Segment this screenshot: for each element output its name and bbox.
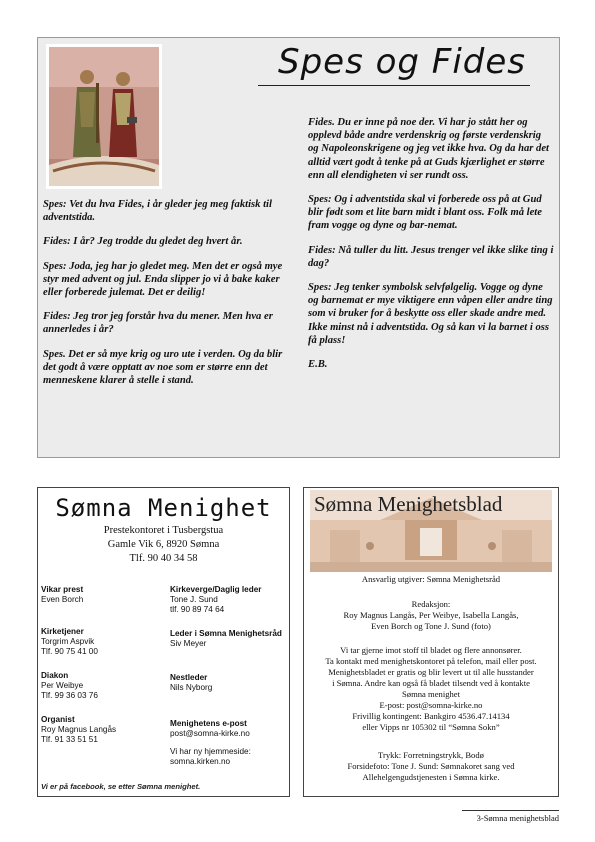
contact-role: Kirkeverge/Daglig leder — [170, 585, 262, 594]
dialog-paragraph: Spes: Jeg tenker symbolsk selvfølgelig. Vogge og dyne og barnemat er mye viktigere enn våpen eller andre ting som vi bruker for å beskytte oss eller skade andre med. Ikke minst nå i adventstida. Og så kan vi la barnet i oss få plass! — [308, 282, 553, 346]
website-link[interactable]: somna.kirken.no — [170, 757, 231, 766]
dialog-paragraph: Fides. Du er inne på noe der. Vi har jo stått her og opplevd både andre verdenskrig og første verdenskrig og Napoleonskrigene og jeg vet ikke hva. Og da har det alltid vært godt å tenke på at Guds kjærlighet er større enn all elendigheten vi ser rundt oss. — [308, 117, 549, 181]
dialog-paragraph: Fides: I år? Jeg trodde du gledet deg hvert år. — [43, 236, 243, 248]
contact-line: Tlf. 90 75 41 00 — [41, 647, 98, 656]
office-name: Prestekontoret i Tusbergstua — [103, 525, 224, 536]
blad-line: Redaksjon: — [411, 599, 451, 609]
dialog-paragraph: Spes. Det er så mye krig og uro ute i verden. Og da blir det godt å være opptatt av noe som er større enn det menneskene klarer å stelle i stand. — [43, 348, 283, 387]
contact-line: Even Borch — [41, 595, 84, 604]
menighet-contact-box — [37, 487, 290, 797]
contact-spacer — [170, 739, 251, 747]
contact-role: Diakon — [41, 671, 69, 680]
article-title: Spes og Fides — [277, 42, 526, 82]
contact-line: Tone J. Sund — [170, 595, 218, 604]
contact-line: Per Weibye — [41, 681, 84, 690]
contact-role: Organist — [41, 715, 75, 724]
statues-photo — [46, 44, 162, 189]
menighetsblad-title: Sømna Menighetsblad — [314, 492, 503, 516]
dialog-paragraph: Fides: Nå tuller du litt. Jesus trenger vel ikke slike ting i dag? — [308, 244, 554, 269]
contact-role: Vikar prest — [41, 585, 84, 594]
dialog-left-column — [43, 198, 286, 398]
contact-nestleder — [170, 673, 212, 693]
contact-kirkeverge — [170, 585, 261, 615]
menighetsblad-banner — [310, 490, 552, 572]
contact-role: Nestleder — [170, 673, 208, 682]
spes-fides-statues-image — [49, 47, 159, 186]
contact-diakon — [41, 671, 98, 701]
blad-line: Roy Magnus Langås, Per Weibye, Isabella Langås, — [343, 610, 519, 620]
blad-line: Frivillig kontingent: Bankgiro 4536.47.14134 — [352, 711, 510, 721]
footer-rule — [462, 810, 559, 811]
contact-organist — [41, 715, 116, 745]
blad-line: Allehelgengudstjenesten i Sømna kirke. — [362, 772, 500, 782]
contact-line: Torgrim Aspvik — [41, 637, 95, 646]
contact-role: Leder i Sømna Menighetsråd — [170, 629, 282, 638]
blad-line: Sømna menighet — [402, 689, 460, 699]
office-phone: Tlf. 90 40 34 58 — [129, 553, 198, 564]
contact-line: Vi har ny hjemmeside: — [170, 747, 251, 756]
contact-role: Kirketjener — [41, 627, 84, 636]
contact-role: Menighetens e-post — [170, 719, 247, 728]
contact-line: Siv Meyer — [170, 639, 207, 648]
contact-epost — [170, 719, 251, 767]
blad-line: Forsidefoto: Tone J. Sund: Sømnakoret sang ved — [347, 761, 515, 771]
contact-line: Nils Nyborg — [170, 683, 213, 692]
blad-line: Ta kontakt med menighetskontoret på telefon, mail eller post. — [325, 656, 537, 666]
page-footer: 3-Sømna menighetsblad — [476, 813, 559, 823]
menighet-title: Sømna Menighet — [55, 494, 272, 522]
blad-line: i Sømna. Andre kan også få bladet tilsendt ved å kontakte — [332, 678, 530, 688]
contact-vikar-prest — [41, 585, 83, 605]
blad-line: Menighetsbladet er gratis og blir levert ut til alle husstander — [328, 667, 534, 677]
contact-line: Tlf. 91 33 51 51 — [41, 735, 98, 744]
blad-line: Ansvarlig utgiver: Sømna Menighetsråd — [361, 574, 501, 584]
title-underline — [258, 85, 530, 86]
article-panel — [37, 37, 560, 458]
contact-line: Tlf. 99 36 03 76 — [41, 691, 98, 700]
dialog-paragraph: Fides: Jeg tror jeg forstår hva du mener. Men hva er annerledes i år? — [43, 311, 273, 336]
contact-line: tlf. 90 89 74 64 — [170, 605, 225, 614]
dialog-paragraph: Spes: Joda, jeg har jo gledet meg. Men det er også mye styr med advent og jul. Enda slipper jo vi å bake kaker eller forberede julemat. Det er deilig! — [43, 260, 283, 299]
email-link[interactable]: post@somna-kirke.no — [170, 729, 250, 738]
dialog-right-column — [308, 116, 554, 382]
contact-line: Roy Magnus Langås — [41, 725, 117, 734]
contact-kirketjener — [41, 627, 98, 657]
contact-leder-menighetsrad — [170, 629, 282, 649]
blad-line: Vi tar gjerne imot stoff til bladet og flere annonsører. — [340, 645, 522, 655]
blad-line: Trykk: Forretningstrykk, Bodø — [378, 750, 484, 760]
blad-line: eller Vipps nr 105302 til “Sømna Sokn” — [362, 722, 500, 732]
blad-email[interactable]: E-post: post@somna-kirke.no — [379, 700, 483, 710]
dialog-paragraph: Spes: Vet du hva Fides, i år gleder jeg meg faktisk til adventstida. — [43, 199, 272, 224]
blad-line: Even Borch og Tone J. Sund (foto) — [371, 621, 491, 631]
office-address: Gamle Vik 6, 8920 Sømna — [107, 539, 220, 550]
dialog-paragraph: Spes: Og i adventstida skal vi forberede oss på at Gud blir født som et lite barn midt i blant oss. Folk må lete fram vogge og dyne og bar-nemat. — [308, 194, 542, 232]
facebook-note: Vi er på facebook, se etter Sømna menighet. — [41, 782, 201, 791]
article-signature: E.B. — [308, 359, 328, 371]
menighetsblad-info-box — [303, 487, 559, 797]
